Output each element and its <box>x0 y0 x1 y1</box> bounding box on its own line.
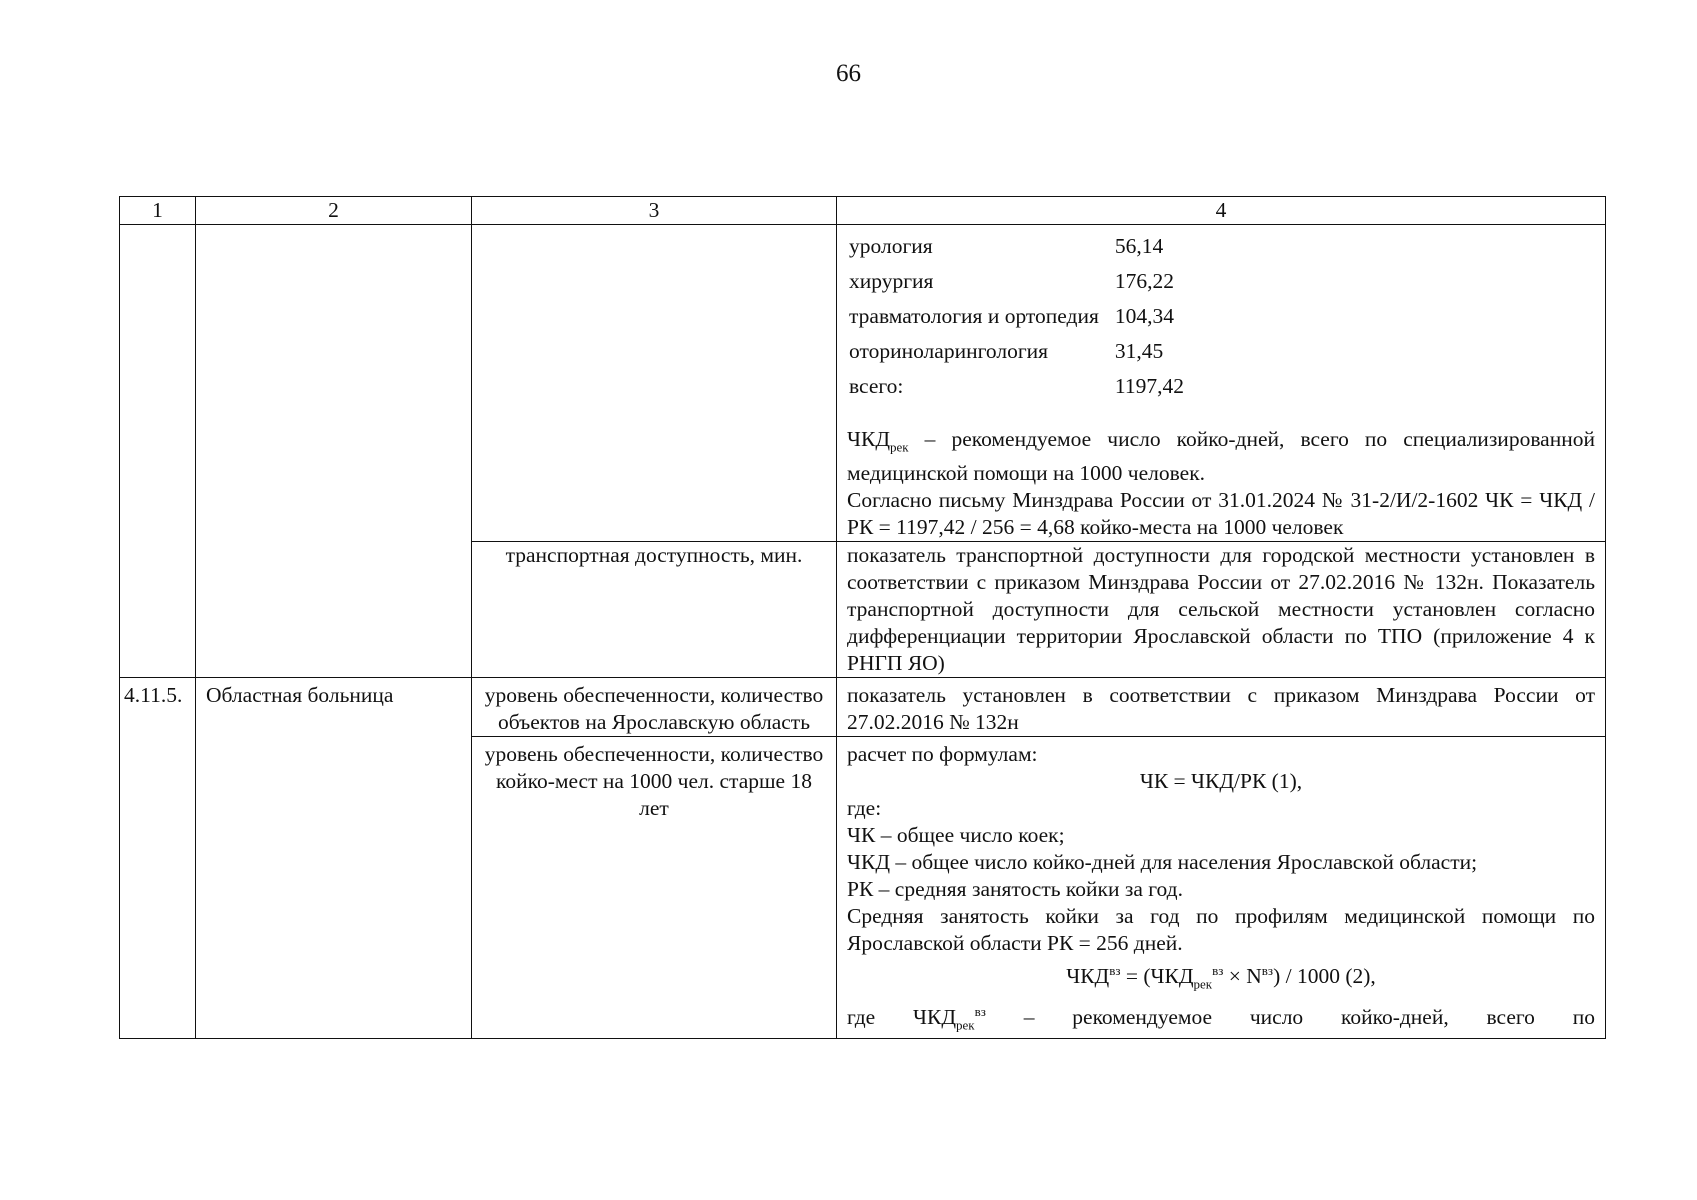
average-occupancy: Средняя занятость койки за год по профилям медицинской помощи по Ярославской области РК = 256 дней. <box>847 904 1595 956</box>
definition-rk: РК – средняя занятость койки за год. <box>847 877 1183 902</box>
definition-chk: ЧК – общее число коек; <box>847 823 1065 848</box>
cell-object <box>196 225 472 678</box>
profile-value: 104,34 <box>1114 304 1175 328</box>
profile-total-row <box>849 369 1200 404</box>
profile-list <box>849 229 1200 404</box>
profile-name: всего: <box>849 374 904 398</box>
calc-intro: расчет по формулам: <box>847 742 1038 767</box>
cell-indicator <box>472 225 837 542</box>
cell-indicator: транспортная доступность, мин. <box>472 542 837 678</box>
profile-name: травматология и ортопедия <box>849 304 1099 328</box>
profile-row <box>849 334 1200 369</box>
page-number: 66 <box>836 60 861 87</box>
profile-name: урология <box>849 234 933 258</box>
chkd-definition: $ЧКД_{рек}$ – рекомендуемое число койко-дней, всего по специализированной медицинской помощи на 1000 человек. <box>847 427 1595 486</box>
profile-row <box>849 264 1200 299</box>
profile-value: 31,45 <box>1114 339 1164 363</box>
formula-2: $ЧКД^{вз} = (ЧКД_{рек}^{вз} \times N^{вз}) / 1000$ (2), <box>1066 963 1376 992</box>
where-label: где: <box>847 796 882 821</box>
column-number-4: 4 <box>837 197 1606 225</box>
cell-indicator: уровень обеспеченности, количество объектов на Ярославскую область <box>472 678 837 737</box>
table-row <box>120 225 1606 542</box>
cell-indicator: уровень обеспеченности, количество койко-мест на 1000 чел. старше 18 лет <box>472 737 837 1039</box>
column-number-3: 3 <box>472 197 837 225</box>
profile-value: 1197,42 <box>1114 374 1184 398</box>
cell-number <box>120 225 196 678</box>
profile-value: 176,22 <box>1114 269 1175 293</box>
profile-value: 56,14 <box>1114 234 1164 258</box>
ministry-letter-note: Согласно письму Минздрава России от 31.01.2024 № 31-2/И/2-1602 ЧК = ЧКД / РК = 1197,42 / 256 = 4,68 койко-места на 1000 человек <box>847 488 1595 540</box>
column-numbers-row <box>120 197 1606 225</box>
cell-description <box>837 225 1606 542</box>
profile-name: хирургия <box>849 269 934 293</box>
standards-table <box>119 196 1606 1039</box>
definition-chkd: ЧКД – общее число койко-дней для населения Ярославской области; <box>847 850 1478 875</box>
cell-description <box>837 737 1606 1039</box>
profile-row <box>849 299 1200 334</box>
column-number-2: 2 <box>196 197 472 225</box>
formula-1: ЧК = ЧКД/РК (1), <box>1139 769 1303 794</box>
profile-name: оториноларингология <box>849 339 1049 363</box>
cell-description: показатель транспортной доступности для городской местности установлен в соответствии с приказом Минздрава России от 27.02.2016 № 132н. Показатель транспортной доступности для сельской местности установлен согласно дифференциации территории Ярославской области по ТПО (приложение 4 к РНГП ЯО) <box>837 542 1606 678</box>
cell-object: Областная больница <box>196 678 472 1039</box>
profile-row <box>849 229 1200 264</box>
cell-description: показатель установлен в соответствии с приказом Минздрава России от 27.02.2016 № 132н <box>837 678 1606 737</box>
table-row <box>120 678 1606 737</box>
cell-number: 4.11.5. <box>120 678 196 1039</box>
column-number-1: 1 <box>120 197 196 225</box>
chkd-vz-definition: где $ЧКД_{рек}^{вз}$ – рекомендуемое число койко-дней, всего по <box>847 1003 1595 1033</box>
